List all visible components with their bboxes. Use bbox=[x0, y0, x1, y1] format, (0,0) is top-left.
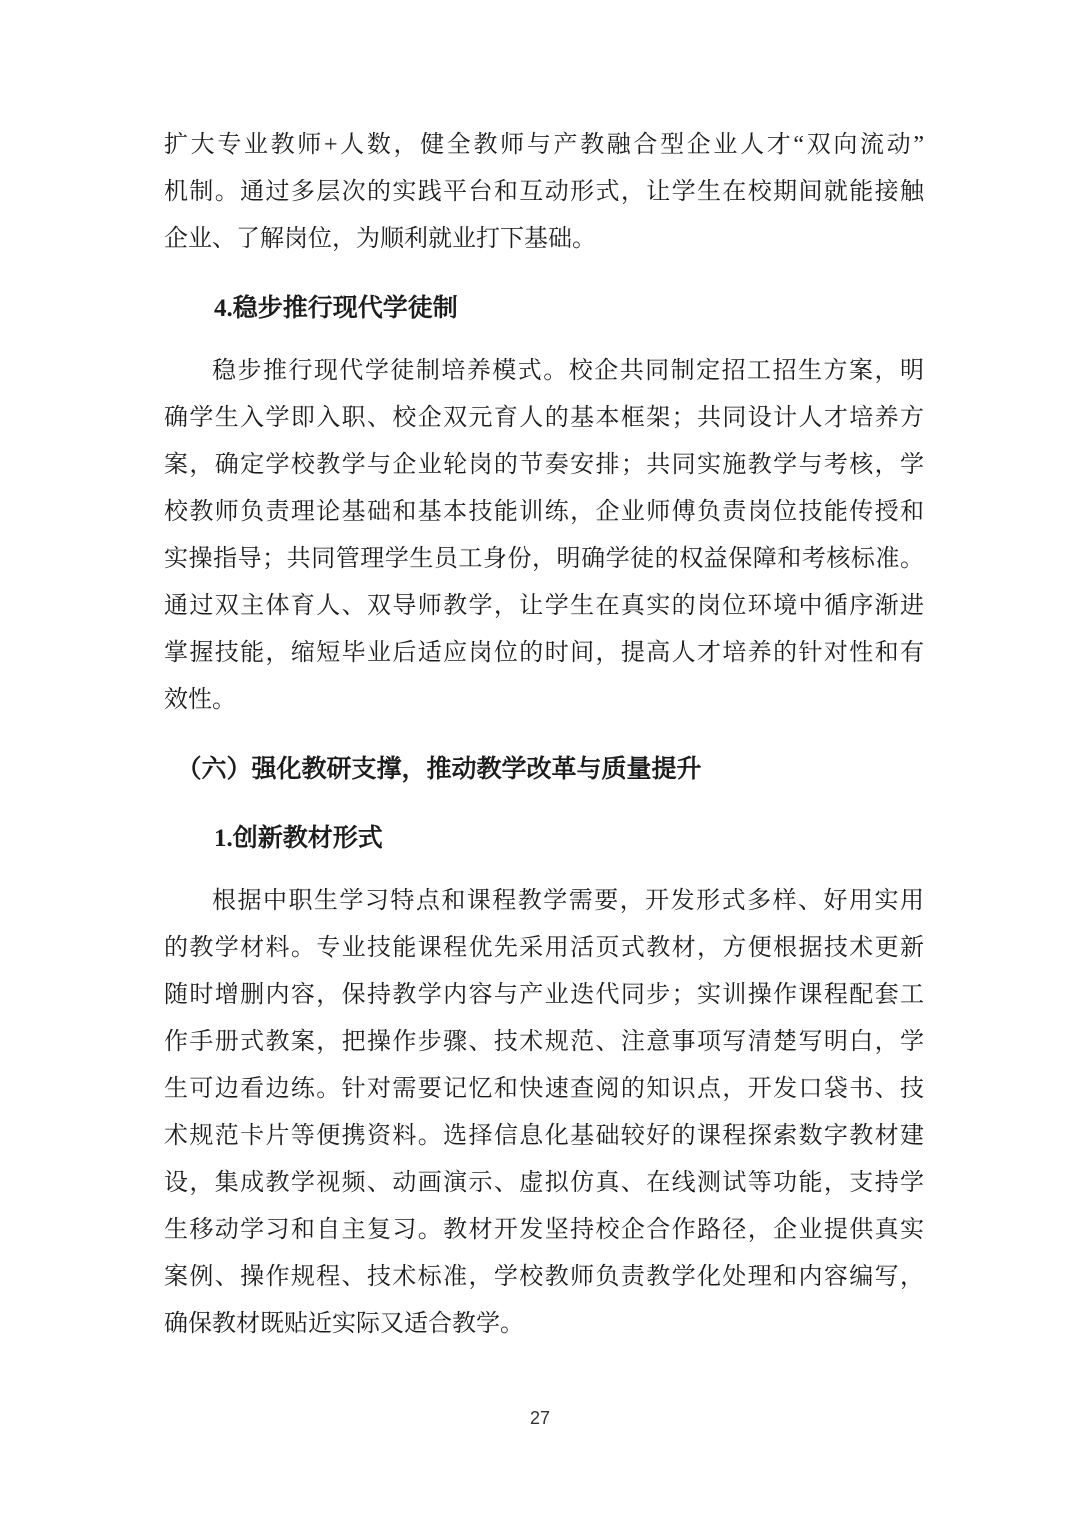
paragraph-line: 作手册式教案，把操作步骤、技术规范、注意事项写清楚写明白，学 bbox=[164, 1029, 924, 1055]
paragraph-line: 生可边看边练。针对需要记忆和快速查阅的知识点，开发口袋书、技 bbox=[164, 1076, 924, 1102]
heading-innovative-textbooks: 1.创新教材形式 bbox=[214, 825, 383, 852]
paragraph-line: 术规范卡片等便携资料。选择信息化基础较好的课程探索数字教材建 bbox=[164, 1123, 924, 1149]
paragraph-line: 效性。 bbox=[164, 687, 236, 713]
paragraph-line: 案，确定学校教学与企业轮岗的节奏安排；共同实施教学与考核，学 bbox=[164, 452, 924, 478]
heading-section-six: （六）强化教研支撑，推动教学改革与质量提升 bbox=[176, 756, 702, 783]
heading-modern-apprenticeship: 4.稳步推行现代学徒制 bbox=[214, 295, 458, 322]
paragraph-line: 生移动学习和自主复习。教材开发坚持校企合作路径，企业提供真实 bbox=[164, 1217, 924, 1243]
paragraph-line: 根据中职生学习特点和课程教学需要，开发形式多样、好用实用 bbox=[212, 888, 924, 914]
paragraph-line: 的教学材料。专业技能课程优先采用活页式教材，方便根据技术更新 bbox=[164, 935, 924, 961]
paragraph-apprenticeship bbox=[164, 348, 924, 724]
page-number: 27 bbox=[529, 1408, 551, 1428]
paragraph-line: 企业、了解岗位，为顺利就业打下基础。 bbox=[164, 226, 596, 252]
paragraph-line: 随时增删内容，保持教学内容与产业迭代同步；实训操作课程配套工 bbox=[164, 982, 924, 1008]
paragraph-line: 机制。通过多层次的实践平台和互动形式，让学生在校期间就能接触 bbox=[164, 179, 924, 205]
paragraph-line: 掌握技能，缩短毕业后适应岗位的时间，提高人才培养的针对性和有 bbox=[164, 640, 924, 666]
paragraph-line: 校教师负责理论基础和基本技能训练，企业师傅负责岗位技能传授和 bbox=[164, 499, 924, 525]
paragraph-line: 扩大专业教师+人数，健全教师与产教融合型企业人才“双向流动” bbox=[164, 132, 924, 158]
paragraph-line: 稳步推行现代学徒制培养模式。校企共同制定招工招生方案，明 bbox=[212, 358, 924, 384]
paragraph-continuation bbox=[164, 122, 924, 263]
paragraph-line: 实操指导；共同管理学生员工身份，明确学徒的权益保障和考核标准。 bbox=[164, 546, 924, 572]
paragraph-line: 通过双主体育人、双导师教学，让学生在真实的岗位环境中循序渐进 bbox=[164, 593, 924, 619]
paragraph-line: 确学生入学即入职、校企双元育人的基本框架；共同设计人才培养方 bbox=[164, 405, 924, 431]
paragraph-line: 设，集成教学视频、动画演示、虚拟仿真、在线测试等功能，支持学 bbox=[164, 1170, 924, 1196]
paragraph-line: 确保教材既贴近实际又适合教学。 bbox=[164, 1311, 524, 1337]
paragraph-line: 案例、操作规程、技术标准，学校教师负责教学化处理和内容编写， bbox=[164, 1264, 924, 1290]
paragraph-textbooks bbox=[164, 878, 924, 1348]
